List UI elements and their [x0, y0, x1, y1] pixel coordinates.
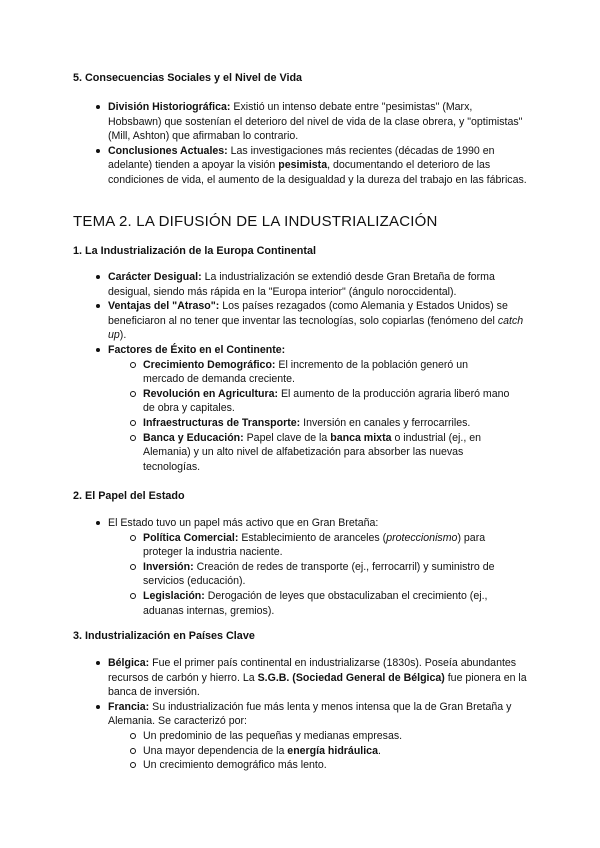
list-item	[96, 700, 528, 773]
item-label: Factores de Éxito en el Continente:	[108, 343, 286, 356]
item-label: Inversión:	[143, 560, 194, 573]
section-heading-5: 5. Consecuencias Sociales y el Nivel de Vida	[73, 72, 303, 84]
item-text: Su industrialización fue más lenta y menos intensa que la de Gran Bretaña y Alemania. Se caracterizó por:	[108, 700, 512, 728]
section-5-list	[96, 100, 528, 188]
item-text: Existió un intenso debate entre "pesimistas" (Marx, Hobsbawn) que sostenían el deterioro del nivel de vida de la clase obrera, y "optimistas" (Mill, Ashton) que afirmaban lo contrario.	[108, 101, 523, 143]
sub-list-item	[130, 416, 510, 431]
item-text: Inversión en canales y ferrocarriles.	[300, 416, 471, 429]
sub-list-item	[130, 758, 510, 773]
item-text: Una mayor dependencia de la	[143, 744, 288, 757]
item-text: El aumento de la producción agraria liberó mano de obra y capitales.	[143, 387, 510, 415]
sub-list-item	[130, 744, 510, 759]
item-italic: proteccionismo	[386, 531, 458, 544]
item-bold: S.G.B. (Sociedad General de Bélgica)	[257, 671, 445, 684]
item-label: Bélgica:	[108, 657, 150, 669]
section-1-list	[96, 270, 528, 474]
item-text: Fue el primer país continental en industrializarse (1830s). Poseía abundantes recursos de carbón y hierro. La	[108, 657, 517, 684]
list-item	[96, 299, 528, 343]
chapter-title: TEMA 2. LA DIFUSIÓN DE LA INDUSTRIALIZACIÓN	[73, 213, 438, 230]
item-label: División Historiográfica:	[108, 101, 231, 113]
sub-list	[108, 729, 510, 773]
item-bold: pesimista	[278, 159, 328, 172]
item-label: Crecimiento Demográfico:	[143, 358, 276, 371]
item-label: Infraestructuras de Transporte:	[143, 416, 301, 429]
item-label: Revolución en Agricultura:	[143, 387, 278, 400]
section-3-list	[96, 656, 528, 773]
sub-list-item	[130, 387, 510, 416]
item-text: El incremento de la población generó un mercado de demanda creciente.	[143, 358, 469, 386]
item-label: Legislación:	[143, 589, 205, 602]
item-text: ) para proteger la industria naciente.	[143, 531, 486, 559]
item-text: Un crecimiento demográfico más lento.	[143, 759, 327, 772]
item-label: Banca y Educación:	[143, 431, 244, 444]
list-item	[96, 343, 528, 474]
item-italic: catch up	[108, 314, 524, 342]
item-text: o industrial (ej., en Alemania) y un alto nivel de alfabetización para absorber las nuevas tecnologías.	[143, 431, 482, 473]
sub-list-item	[130, 531, 510, 560]
item-text: El Estado tuvo un papel más activo que en Gran Bretaña:	[108, 517, 379, 529]
item-label: Ventajas del "Atraso":	[108, 300, 220, 313]
list-item	[96, 656, 528, 700]
item-text: , documentando el deterioro de las condiciones de vida, el aumento de la desigualdad y la dureza del trabajo en las fábricas.	[108, 159, 527, 186]
list-item	[96, 270, 528, 299]
item-bold: energía hidráulica	[287, 744, 378, 757]
sub-list-item	[130, 729, 510, 744]
item-text: Derogación de leyes que obstaculizaban el crecimiento (ej., aduanas internas, gremios).	[143, 589, 488, 617]
section-heading-1: 1. La Industrialización de la Europa Continental	[73, 245, 316, 257]
sub-list-item	[130, 358, 510, 387]
list-item	[96, 144, 528, 188]
item-label: Conclusiones Actuales:	[108, 144, 228, 157]
item-text: ).	[119, 329, 127, 342]
item-label: Francia:	[108, 700, 150, 713]
item-label: Carácter Desigual:	[108, 271, 202, 283]
section-heading-2: 2. El Papel del Estado	[73, 490, 185, 502]
item-text: Los países rezagados (como Alemania y Estados Unidos) se beneficiaron al no tener que inventar las tecnologías, solo copiarlas (fenómeno del	[108, 300, 508, 327]
item-text: fue pionera en la banca de inversión.	[108, 671, 527, 699]
sub-list	[108, 358, 510, 475]
item-text: Un predominio de las pequeñas y medianas empresas.	[143, 729, 403, 742]
item-text: Creación de redes de transporte (ej., ferrocarril) y suministro de servicios (educación).	[143, 560, 495, 588]
section-2-list	[96, 516, 528, 618]
list-item	[96, 516, 528, 618]
item-text: Las investigaciones más recientes (décadas de 1990 en adelante) tienden a apoyar la visión	[108, 144, 495, 172]
item-bold: banca mixta	[330, 431, 392, 444]
item-text: La industrialización se extendió desde Gran Bretaña de forma desigual, siendo más rápida en la "Europa interior" (ángulo noroccidental).	[108, 271, 495, 298]
sub-list	[108, 531, 510, 619]
list-item	[96, 100, 528, 144]
item-label: Política Comercial:	[143, 531, 239, 544]
item-text: .	[377, 744, 381, 757]
sub-list-item	[130, 560, 510, 589]
sub-list-item	[130, 589, 510, 618]
item-text: Papel clave de la	[243, 431, 331, 444]
sub-list-item	[130, 431, 510, 475]
item-text: Establecimiento de aranceles (	[238, 531, 387, 544]
section-heading-3: 3. Industrialización en Países Clave	[73, 630, 255, 642]
